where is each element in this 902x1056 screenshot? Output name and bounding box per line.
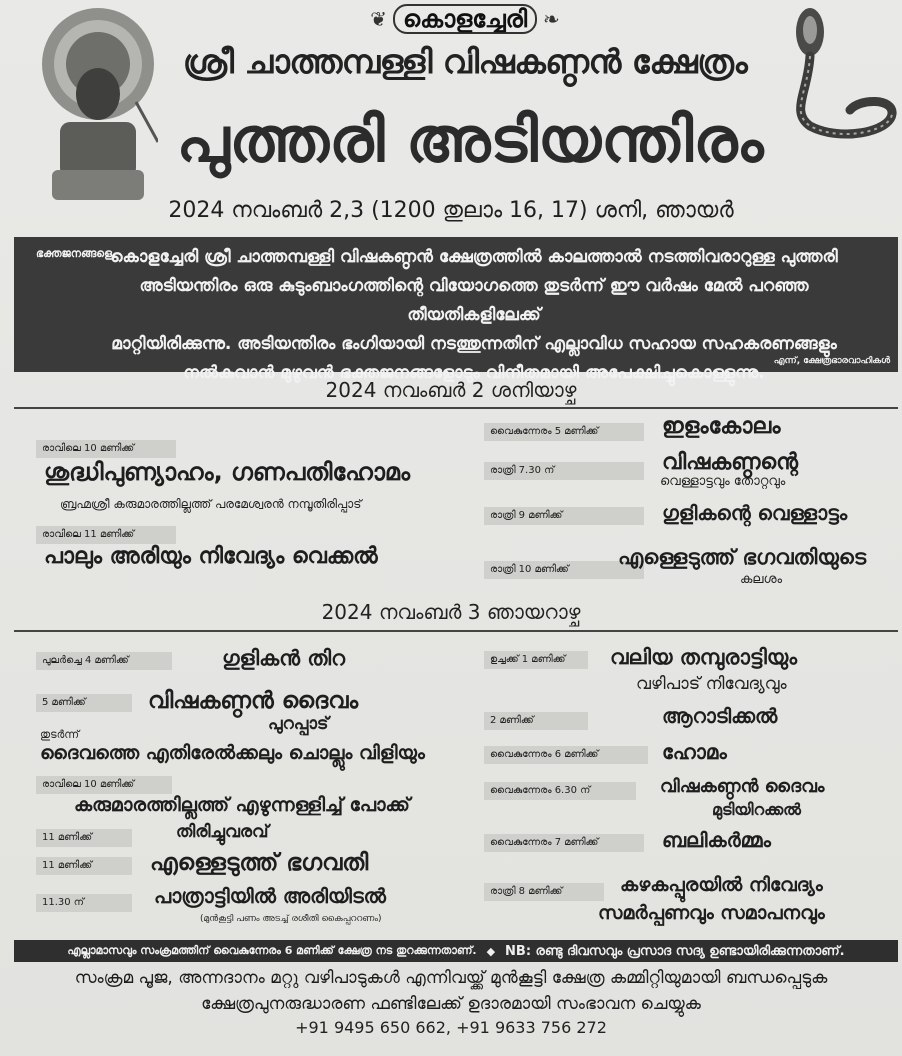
notice-body <box>74 243 874 388</box>
event-title: കരുമാരത്തില്ലത്ത് എഴുന്നള്ളിച്ച് പോക്ക് <box>74 794 410 816</box>
notice-line: നൽകുവാൻ മുഴുവൻ ഭക്തജനങ്ങളോടും വിനീതമായി അപേക്ഷിച്ചുകൊള്ളുന്നു. <box>183 363 765 383</box>
event-time: വൈകുന്നേരം 6.30 ന് <box>484 782 636 800</box>
event-time: 2 മണിക്ക് <box>484 712 588 730</box>
event-title: ഗുളികൻ തിറ <box>222 646 345 670</box>
footer-banner <box>14 940 898 962</box>
notice-salutation: ഭക്തജനങ്ങളെ, <box>36 247 117 260</box>
event-title: ഇളംകോലം <box>662 414 781 439</box>
prasada-note: NB: രണ്ടു ദിവസവും പ്രസാദ സദ്യ ഉണ്ടായിരിക്കുന്നതാണ്. <box>505 943 845 959</box>
event-time: രാത്രി 7.30 ന് <box>484 462 644 480</box>
place-name: കൊളച്ചേരി <box>393 4 537 34</box>
event-title: തിരിച്ചുവരവ് <box>176 822 269 842</box>
event-time: 5 മണിക്ക് <box>36 694 132 712</box>
event-title: കഴകപ്പുരയിൽ നിവേദ്യം <box>620 874 823 896</box>
event-time: 11.30 ന് <box>36 894 132 912</box>
event-title: ശുദ്ധിപുണ്യാഹം, ഗണപതിഹോമം <box>44 458 411 486</box>
event-title: എള്ളെടുത്ത് ഭഗവതി <box>150 850 369 876</box>
donation-note: ക്ഷേത്രപുനരുദ്ധാരണ ഫണ്ടിലേക്ക് ഉദാരമായി സംഭാവന ചെയ്യുക <box>201 994 701 1014</box>
booking-note: സംക്രമ പൂജ, അന്നദാനം മറ്റു വഴിപാടുകൾ എന്നിവയ്ക്ക് മുൻകൂട്ടി ക്ഷേത്ര കമ്മിറ്റിയുമായി ബന്ധപ്പെടുക <box>74 968 828 988</box>
left-flourish-icon: ❦ <box>370 7 387 31</box>
notice-box <box>14 237 898 383</box>
notice-line: മാറ്റിയിരിക്കുന്നു. അടിയന്തിരം ഭംഗിയായി നടത്തുന്നതിന് എല്ലാവിധ സഹായ സഹകരണങ്ങളും <box>111 334 837 354</box>
event-subtitle: (മുൻകൂട്ടി പണം അടച്ച് രശീതി കൈപ്പററണം) <box>200 914 382 924</box>
event-time: രാവിലെ 10 മണിക്ക് <box>36 776 172 794</box>
day2-divider <box>14 630 898 632</box>
event-time: വൈകുന്നേരം 7 മണിക്ക് <box>484 834 644 852</box>
event-dates: 2024 നവംബർ 2,3 (1200 തുലാം 16, 17) ശനി, ഞായർ <box>168 198 734 223</box>
event-subtitle: വഴിപാട് നിവേദ്യവും <box>636 674 787 694</box>
event-title: ബലികർമ്മം <box>662 828 771 852</box>
event-title: പാത്രാട്ടിയിൽ അരിയിടൽ <box>154 884 386 908</box>
monthly-opening-note: എല്ലാമാസവും സംക്രമത്തിന് വൈകുന്നേരം 6 മണിക്ക് ക്ഷേത്ര നട തുറക്കുന്നതാണ്. <box>67 944 477 957</box>
day1-divider <box>14 407 898 409</box>
event-time: 11 മണിക്ക് <box>36 857 132 875</box>
diamond-icon: ◆ <box>486 944 496 958</box>
event-subtitle: വെള്ളാട്ടവും തോറ്റവും <box>660 474 786 489</box>
event-title: ദൈവത്തെ എതിരേൽക്കലും ചൊല്ലും വിളിയും <box>40 742 425 764</box>
event-title: വലിയ തമ്പുരാട്ടിയും <box>610 645 798 669</box>
event-time: വൈകുന്നേരം 5 മണിക്ക് <box>484 423 644 441</box>
place-ornament <box>350 6 580 32</box>
event-title: ഗുളികന്റെ വെള്ളാട്ടം <box>662 501 848 525</box>
event-title: പുത്തരി അടിയന്തിരം <box>176 103 764 176</box>
cobra-illustration <box>780 2 900 152</box>
event-time: തുടർന്ന് <box>40 728 80 741</box>
event-time: രാത്രി 10 മണിക്ക് <box>484 561 644 579</box>
event-title: എള്ളെടുത്ത് ഭഗവതിയുടെ <box>618 545 867 569</box>
event-title: ഹോമം <box>662 740 727 764</box>
day1-heading: 2024 നവംബർ 2 ശനിയാഴ്ച <box>325 378 577 402</box>
contact-phones: +91 9495 650 662, +91 9633 756 272 <box>295 1018 607 1037</box>
event-time: രാവിലെ 11 മണിക്ക് <box>36 526 176 544</box>
day2-heading: 2024 നവംബർ 3 ഞായറാഴ്ച <box>321 600 581 624</box>
event-subtitle: ബ്രഹ്മശ്രീ കരുമാരത്തില്ലത്ത് പരമേശ്വരൻ നമ്പൂതിരിപ്പാട് <box>60 497 362 511</box>
notice-line: കൊളച്ചേരി ശ്രീ ചാത്തമ്പള്ളി വിഷകണ്ഠൻ ക്ഷേത്രത്തിൽ കാലത്താൽ നടത്തിവരാറുള്ള പുത്തരി <box>110 247 838 267</box>
notice-line: അടിയന്തിരം ഒരു കുടുംബാംഗത്തിന്റെ വിയോഗത്തെ തുടർന്ന് ഈ വർഷം മേൽ പറഞ്ഞ തീയതികളിലേക്ക് <box>139 276 809 325</box>
notice-signature: എന്ന്, ക്ഷേത്രഭാരവാഹികൾ <box>773 356 890 366</box>
event-title: വിഷകണ്ഠന്റെ <box>662 450 798 475</box>
temple-name: ശ്രീ ചാത്തമ്പള്ളി വിഷകണ്ഠൻ ക്ഷേത്രം <box>182 42 748 81</box>
event-subtitle: സമർപ്പണവും സമാപനവും <box>598 902 825 924</box>
event-time: 11 മണിക്ക് <box>36 829 132 847</box>
event-subtitle: കലശം <box>740 572 783 587</box>
event-subtitle: മുടിയിറക്കൽ <box>712 800 802 819</box>
event-time: ഉച്ചക്ക് 1 മണിക്ക് <box>484 651 588 669</box>
event-subtitle: പുറപ്പാട് <box>268 714 329 734</box>
deity-illustration <box>38 2 158 202</box>
right-flourish-icon: ❧ <box>543 7 560 31</box>
event-title: വിഷകണ്ഠൻ ദൈവം <box>148 688 359 714</box>
event-time: രാത്രി 8 മണിക്ക് <box>484 883 604 901</box>
event-title: വിഷകണ്ഠൻ ദൈവം <box>660 776 825 797</box>
event-time: പുലർച്ചെ 4 മണിക്ക് <box>36 652 172 670</box>
event-time: വൈകുന്നേരം 6 മണിക്ക് <box>484 746 648 764</box>
event-title: പാലും അരിയും നിവേദ്യം വെക്കൽ <box>44 544 378 569</box>
event-time: രാവിലെ 10 മണിക്ക് <box>36 440 176 458</box>
event-title: ആറാടിക്കൽ <box>662 704 778 728</box>
event-time: രാത്രി 9 മണിക്ക് <box>484 507 644 525</box>
